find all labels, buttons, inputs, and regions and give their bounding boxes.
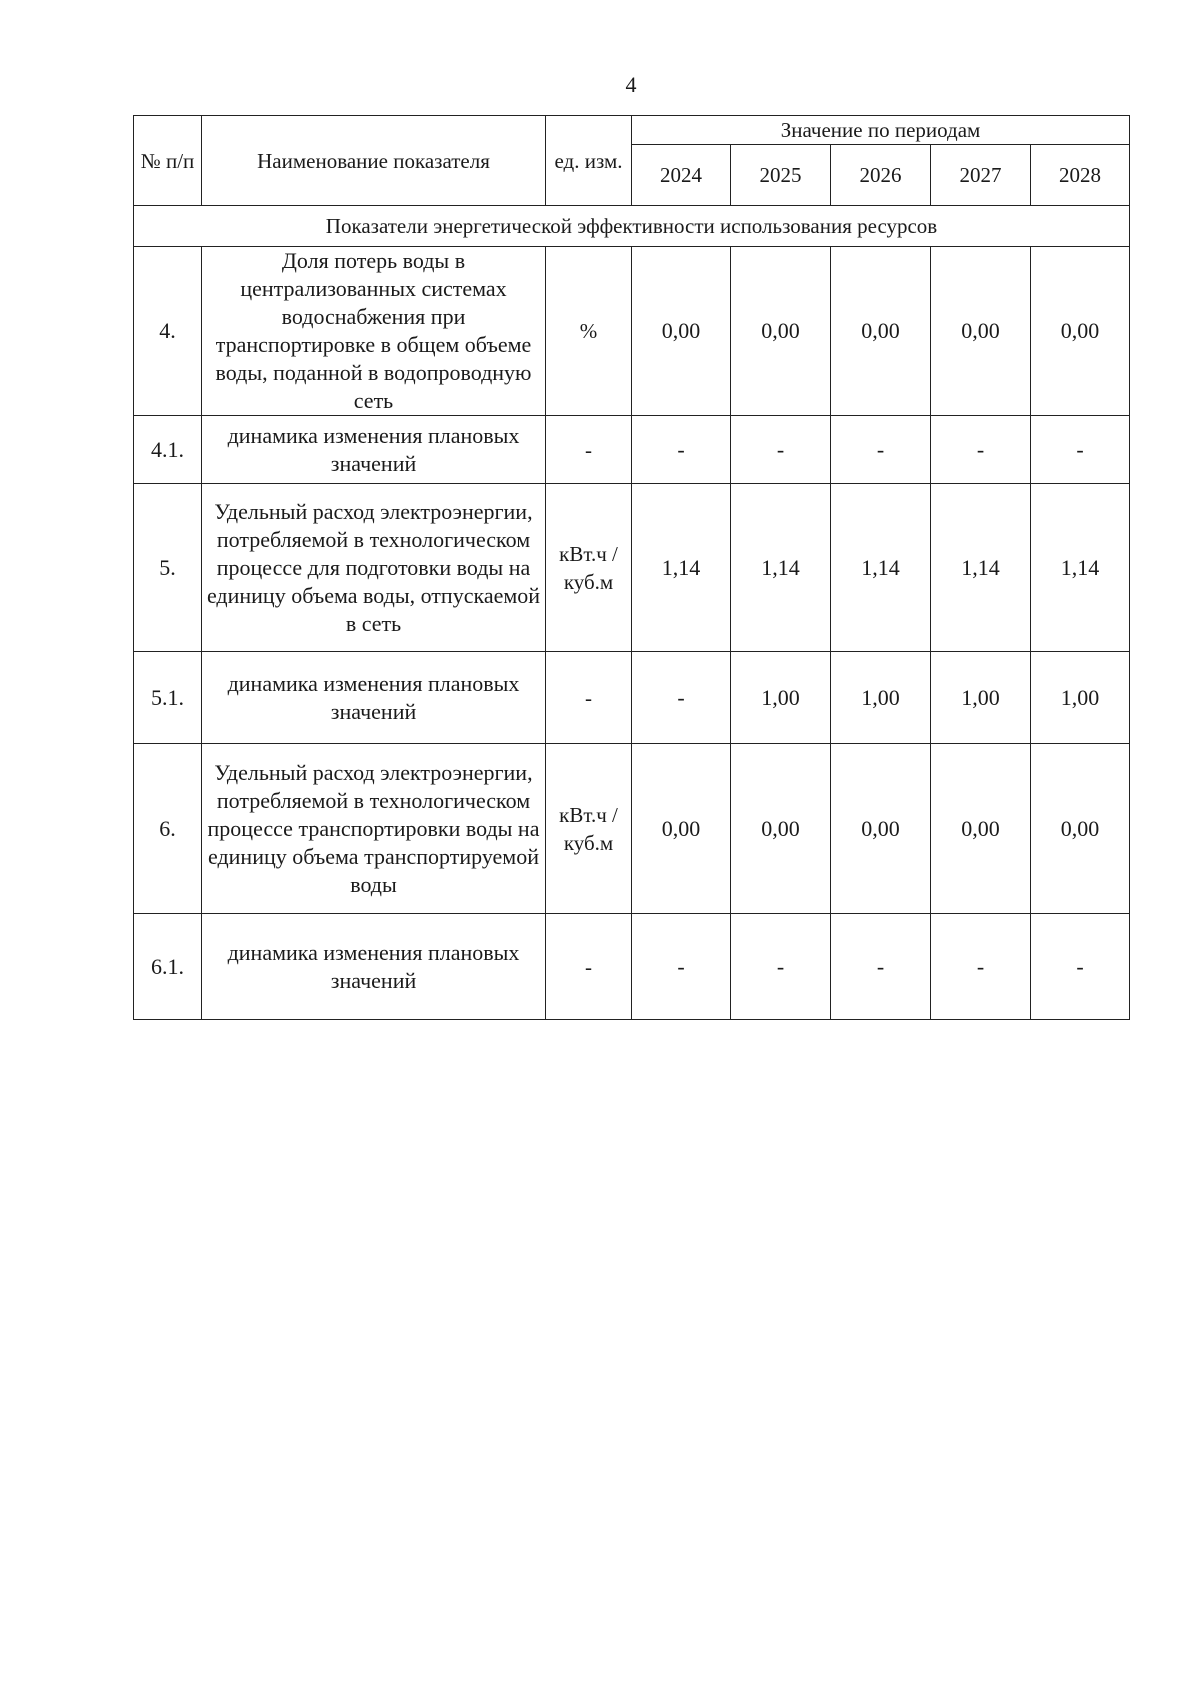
row-name: динамика изменения плановых значений [202, 914, 546, 1020]
row-value: 1,14 [731, 484, 831, 652]
header-unit: ед. изм. [546, 116, 632, 206]
row-value: 0,00 [731, 247, 831, 416]
table-row [134, 652, 1130, 744]
section-title: Показатели энергетической эффективности использования ресурсов [134, 206, 1130, 247]
row-value: - [632, 416, 731, 484]
row-value: 0,00 [632, 744, 731, 914]
header-row-top [134, 116, 1130, 145]
row-value: 0,00 [931, 744, 1031, 914]
row-number: 5. [134, 484, 202, 652]
row-number: 6. [134, 744, 202, 914]
row-unit: % [546, 247, 632, 416]
row-value: 1,00 [931, 652, 1031, 744]
header-periods: Значение по периодам [632, 116, 1130, 145]
row-value: - [731, 914, 831, 1020]
row-number: 5.1. [134, 652, 202, 744]
row-value: 0,00 [831, 744, 931, 914]
row-value: 0,00 [931, 247, 1031, 416]
row-unit: - [546, 416, 632, 484]
row-value: - [1031, 914, 1130, 1020]
header-name: Наименование показателя [202, 116, 546, 206]
row-value: 0,00 [1031, 744, 1130, 914]
row-name: динамика изменения плановых значений [202, 652, 546, 744]
row-number: 6.1. [134, 914, 202, 1020]
row-number: 4. [134, 247, 202, 416]
row-value: - [931, 914, 1031, 1020]
section-row [134, 206, 1130, 247]
header-year: 2024 [632, 145, 731, 206]
row-name: Удельный расход электроэнергии, потребляемой в технологическом процессе для подготовки воды на единицу объема воды, отпускаемой в сеть [202, 484, 546, 652]
row-unit: - [546, 914, 632, 1020]
row-unit: кВт.ч / куб.м [546, 484, 632, 652]
header-num: № п/п [134, 116, 202, 206]
row-value: 0,00 [632, 247, 731, 416]
row-name: Удельный расход электроэнергии, потребляемой в технологическом процессе транспортировки воды на единицу объема транспортируемой воды [202, 744, 546, 914]
row-value: - [632, 652, 731, 744]
header-year: 2027 [931, 145, 1031, 206]
header-year: 2026 [831, 145, 931, 206]
row-value: 1,14 [831, 484, 931, 652]
table-row [134, 744, 1130, 914]
row-value: - [632, 914, 731, 1020]
row-name: динамика изменения плановых значений [202, 416, 546, 484]
table-row [134, 914, 1130, 1020]
row-number: 4.1. [134, 416, 202, 484]
table-row [134, 416, 1130, 484]
row-unit: кВт.ч / куб.м [546, 744, 632, 914]
header-year: 2025 [731, 145, 831, 206]
row-value: 1,14 [1031, 484, 1130, 652]
row-value: 1,00 [731, 652, 831, 744]
row-value: 0,00 [731, 744, 831, 914]
table-row [134, 484, 1130, 652]
row-value: 0,00 [1031, 247, 1130, 416]
row-value: - [731, 416, 831, 484]
row-value: - [1031, 416, 1130, 484]
row-value: 0,00 [831, 247, 931, 416]
page-number: 4 [625, 72, 637, 97]
row-value: 1,14 [632, 484, 731, 652]
row-value: 1,14 [931, 484, 1031, 652]
table-row [134, 247, 1130, 416]
row-value: - [931, 416, 1031, 484]
row-value: 1,00 [831, 652, 931, 744]
row-value: - [831, 914, 931, 1020]
row-unit: - [546, 652, 632, 744]
row-name: Доля потерь воды в централизованных системах водоснабжения при транспортировке в общем объеме воды, поданной в водопроводную сеть [202, 247, 546, 416]
row-value: 1,00 [1031, 652, 1130, 744]
row-value: - [831, 416, 931, 484]
indicators-table [133, 115, 1130, 1020]
header-year: 2028 [1031, 145, 1130, 206]
